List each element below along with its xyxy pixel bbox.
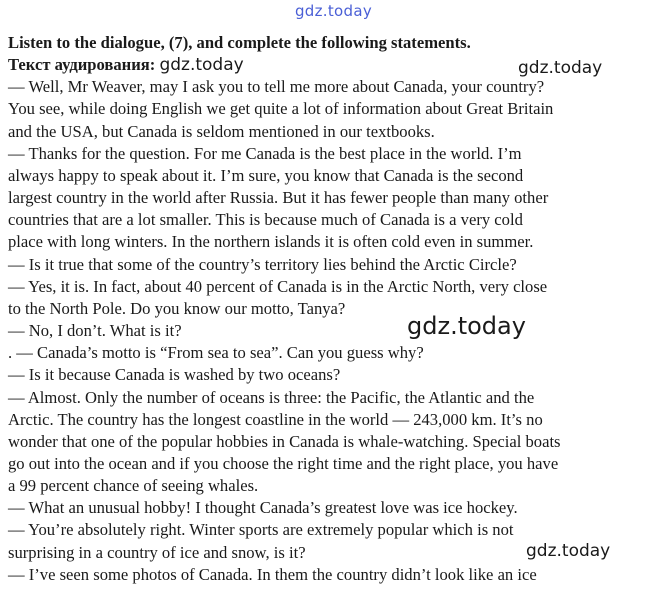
dialogue-line: and the USA, but Canada is seldom mentioned in our textbooks. [8,121,435,141]
dialogue-line: — Thanks for the question. For me Canada is the best place in the world. I’m [8,143,522,163]
dialogue-line: You see, while doing English we get quite a lot of information about Great Britain [8,99,554,119]
dialogue-text [8,76,663,586]
watermark-middle: gdz.today [407,312,526,340]
dialogue-line: — No, I don’t. What is it? [8,321,182,341]
watermark-bottom: gdz.today [526,541,611,561]
dialogue-line: — You’re absolutely right. Winter sports are extremely popular which is not [8,520,514,540]
dialogue-line: always happy to speak about it. I’m sure, you know that Canada is the second [8,165,524,185]
dialogue-line: surprising in a country of ice and snow, is it? [8,542,306,562]
dialogue-line: — Is it true that some of the country’s territory lies behind the Arctic Circle? [8,254,517,274]
dialogue-line: . — Canada’s motto is “From sea to sea”. Can you guess why? [8,343,424,363]
top-watermark: gdz.today [294,2,373,20]
dialogue-line: largest country in the world after Russia. But it has fewer people than many other [8,188,549,208]
dialogue-line: to the North Pole. Do you know our motto, Tanya? [8,298,346,318]
document-body [8,32,663,586]
dialogue-line: Arctic. The country has the longest coastline in the world — 243,000 km. It’s no [8,409,543,429]
dialogue-line: countries that are a lot smaller. This is because much of Canada is a very cold [8,210,523,230]
dialogue-line: — What an unusual hobby! I thought Canada’s greatest love was ice hockey. [8,498,518,518]
dialogue-line: go out into the ocean and if you choose the right time and the right place, you have [8,453,559,473]
dialogue-line: — Almost. Only the number of oceans is three: the Pacific, the Atlantic and the [8,387,535,407]
exercise-title: Listen to the dialogue, (7), and complete the following statements. [8,33,471,52]
dialogue-line: a 99 percent chance of seeing whales. [8,476,259,496]
watermark-right: gdz.today [518,58,603,78]
script-label: Текст аудирования: [8,55,156,75]
dialogue-line: place with long winters. In the northern islands it is often cold even in summer. [8,232,534,252]
dialogue-line: — I’ve seen some photos of Canada. In them the country didn’t look like an ice [8,564,537,584]
dialogue-line: wonder that one of the popular hobbies in Canada is whale-watching. Special boats [8,431,561,451]
dialogue-line: — Is it because Canada is washed by two oceans? [8,365,341,385]
inline-watermark: gdz.today [159,55,244,76]
dialogue-line: — Yes, it is. In fact, about 40 percent of Canada is in the Arctic North, very close [8,276,548,296]
dialogue-line: — Well, Mr Weaver, may I ask you to tell me more about Canada, your country? [8,77,545,97]
